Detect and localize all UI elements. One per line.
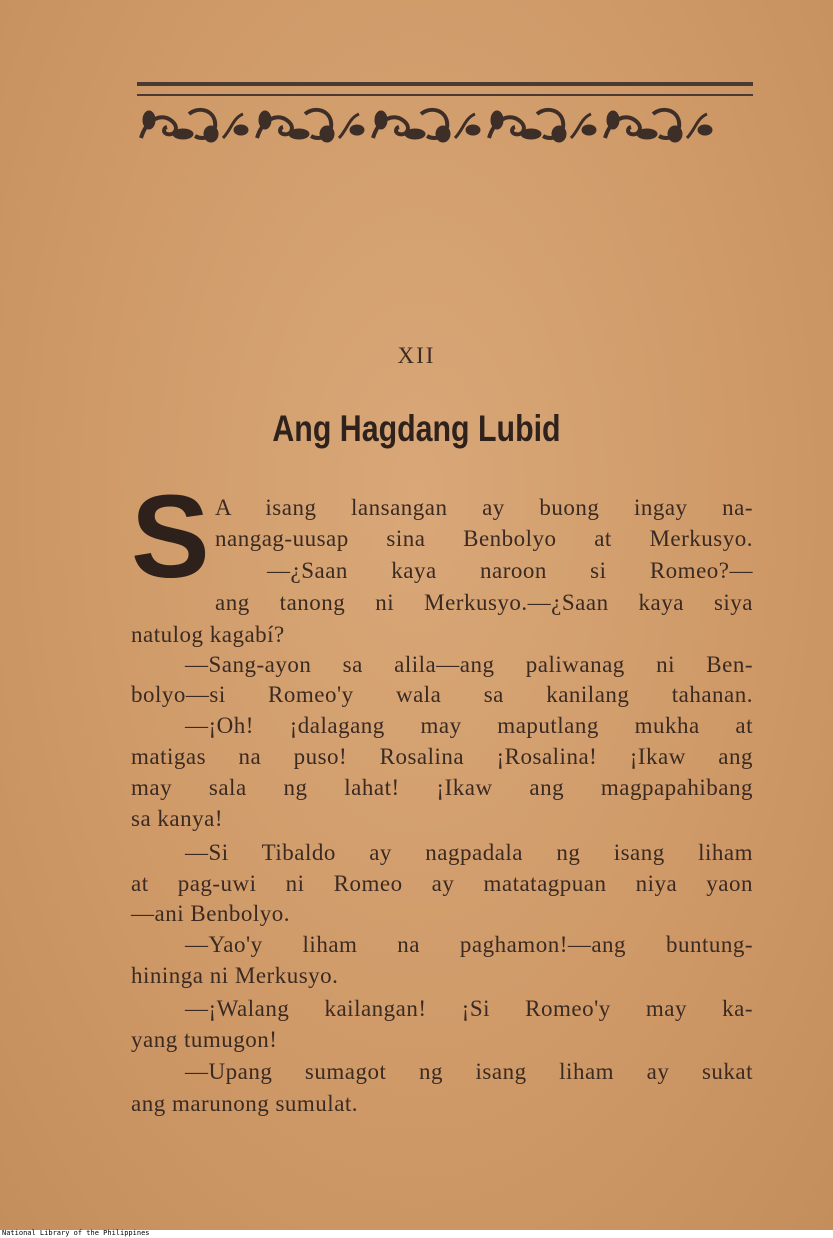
text-line: A isang lansangan ay buong ingay na- — [215, 495, 753, 520]
text-line: —ani Benbolyo. — [131, 901, 291, 926]
floral-ornament-band — [137, 100, 753, 150]
text-line: —Yao'y liham na paghamon!—ang buntung- — [185, 932, 753, 957]
text-line: yang tumugon! — [131, 1027, 278, 1052]
text-line: hininga ni Merkusyo. — [131, 963, 339, 988]
text-line: natulog kagabí? — [131, 622, 285, 647]
text-line: may sala ng lahat! ¡Ikaw ang magpapahibang — [131, 775, 753, 800]
header-rule-thin — [137, 94, 753, 96]
footer-credit: National Library of the Philippines — [2, 1229, 150, 1237]
text-line: —Sang-ayon sa alila—ang paliwanag ni Ben- — [185, 652, 753, 677]
drop-cap: S — [131, 471, 210, 603]
text-line: —Si Tibaldo ay nagpadala ng isang liham — [185, 840, 753, 865]
text-line: —¡Oh! ¡dalagang may maputlang mukha at — [185, 713, 753, 738]
text-line: sa kanya! — [131, 806, 223, 831]
chapter-number: XII — [397, 343, 436, 368]
text-line: —¿Saan kaya naroon si Romeo?— — [267, 558, 753, 583]
footer-bar — [0, 1230, 833, 1238]
text-line: ang tanong ni Merkusyo.—¿Saan kaya siya — [215, 590, 753, 615]
text-line: ang marunong sumulat. — [131, 1091, 359, 1116]
text-line: at pag-uwi ni Romeo ay matatagpuan niya yaon — [131, 871, 753, 896]
text-line: nangag-uusap sina Benbolyo at Merkusyo. — [215, 526, 753, 551]
text-line: —¡Walang kailangan! ¡Si Romeo'y may ka- — [185, 996, 753, 1021]
text-line: matigas na puso! Rosalina ¡Rosalina! ¡Ikaw ang — [131, 744, 753, 769]
chapter-title: Ang Hagdang Lubid — [272, 408, 561, 449]
text-line: —Upang sumagot ng isang liham ay sukat — [185, 1059, 753, 1084]
text-line: bolyo—si Romeo'y wala sa kanilang tahanan. — [131, 682, 753, 707]
header-rule-thick — [137, 82, 753, 86]
